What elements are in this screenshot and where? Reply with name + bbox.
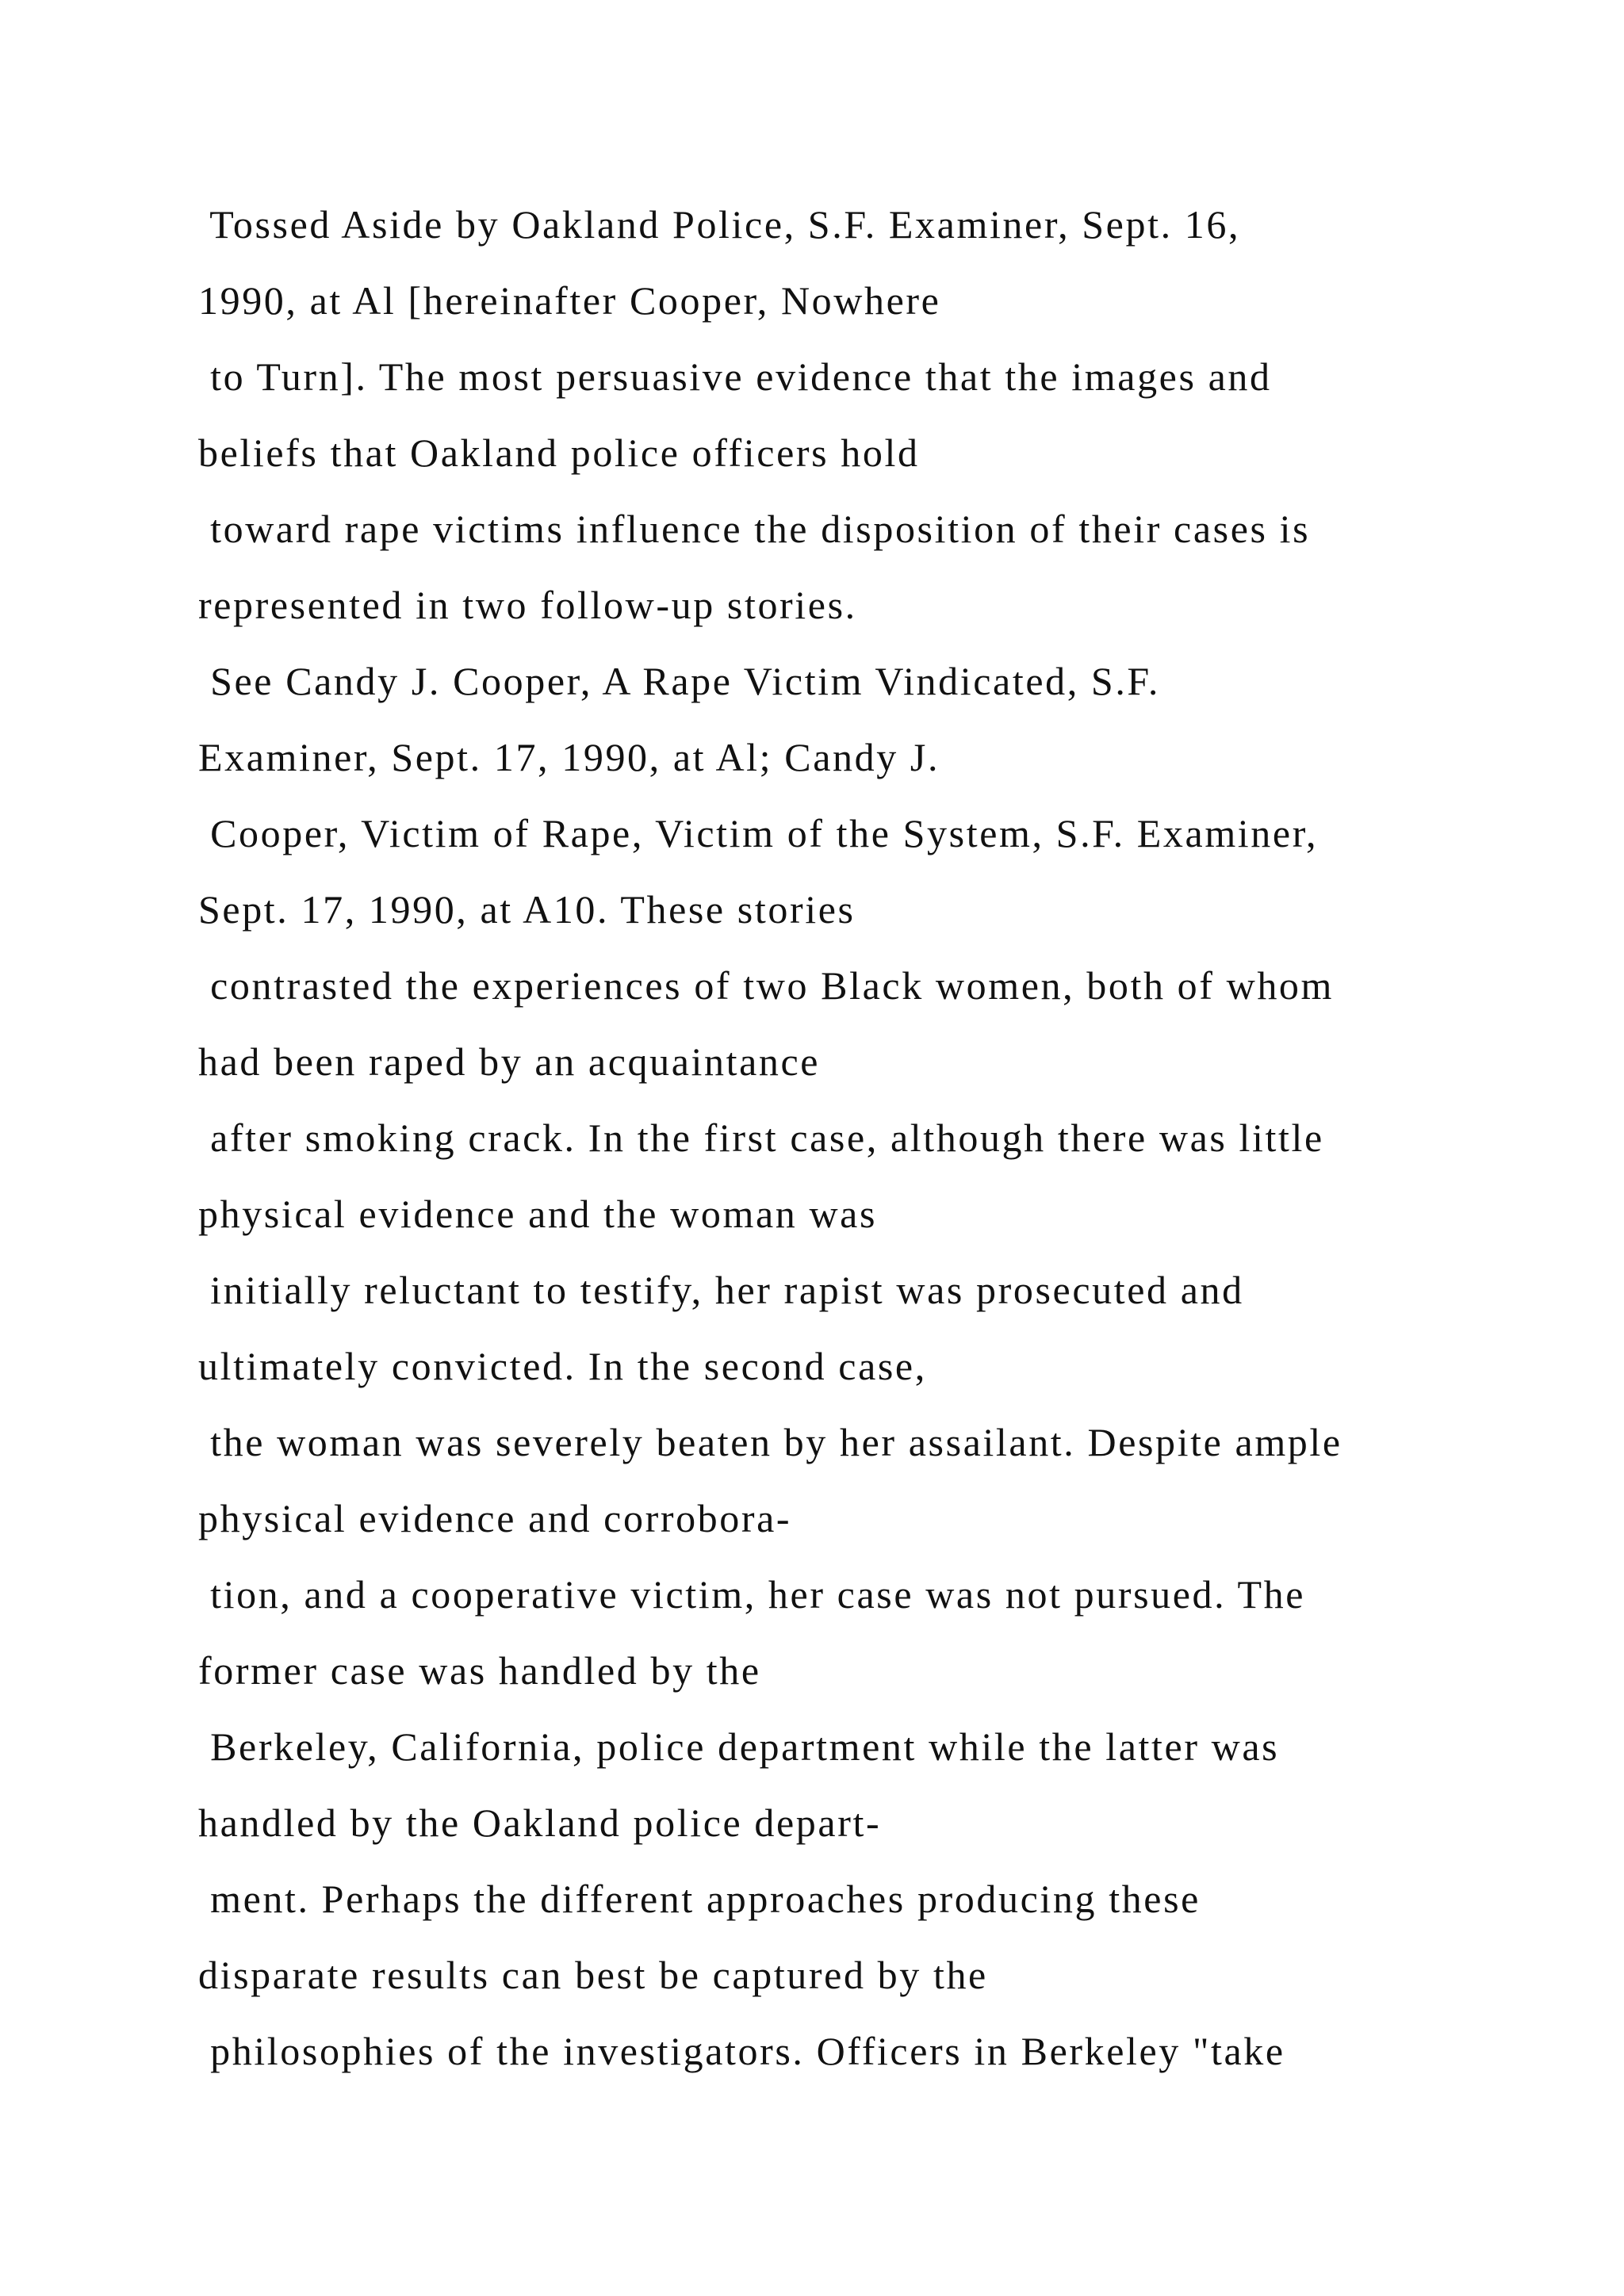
text-line: Cooper, Victim of Rape, Victim of the System, S.F. Examiner, (198, 811, 1319, 855)
text-line: physical evidence and the woman was (198, 1192, 878, 1236)
text-line: the woman was severely beaten by her assailant. Despite ample (198, 1420, 1342, 1464)
text-line: Berkeley, California, police department while the latter was (198, 1724, 1280, 1769)
text-line: toward rape victims influence the disposition of their cases is (198, 507, 1311, 551)
text-line: 1990, at Al [hereinafter Cooper, Nowhere (198, 278, 941, 323)
text-line: Sept. 17, 1990, at A10. These stories (198, 887, 856, 932)
text-line: Examiner, Sept. 17, 1990, at Al; Candy J. (198, 735, 940, 779)
text-line: philosophies of the investigators. Officers in Berkeley "take (198, 2029, 1285, 2073)
text-line: physical evidence and corrobora- (198, 1496, 792, 1540)
text-line: after smoking crack. In the first case, although there was little (198, 1115, 1324, 1160)
text-line: beliefs that Oakland police officers hold (198, 430, 920, 475)
text-line: initially reluctant to testify, her rapist was prosecuted and (198, 1268, 1244, 1312)
text-line: ment. Perhaps the different approaches producing these (198, 1877, 1201, 1921)
text-line: See Candy J. Cooper, A Rape Victim Vindicated, S.F. (198, 659, 1160, 703)
text-line: handled by the Oakland police depart- (198, 1800, 882, 1845)
text-line: disparate results can best be captured by the (198, 1953, 988, 1997)
text-line: had been raped by an acquaintance (198, 1039, 821, 1084)
text-line: former case was handled by the (198, 1648, 761, 1693)
text-line: tion, and a cooperative victim, her case was not pursued. The (198, 1572, 1305, 1617)
text-line: contrasted the experiences of two Black women, both of whom (198, 963, 1335, 1008)
text-line: represented in two follow-up stories. (198, 583, 857, 627)
text-line: Tossed Aside by Oakland Police, S.F. Examiner, Sept. 16, (198, 202, 1241, 247)
text-line: ultimately convicted. In the second case, (198, 1344, 927, 1388)
text-line: to Turn]. The most persuasive evidence that the images and (198, 354, 1272, 399)
